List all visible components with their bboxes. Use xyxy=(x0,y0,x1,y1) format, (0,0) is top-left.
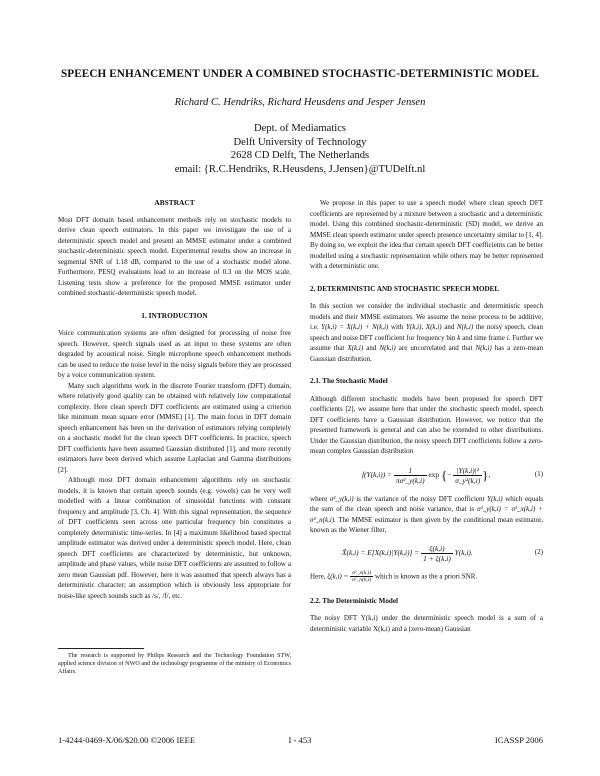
equation-2 xyxy=(310,539,543,566)
eq1-label: (1) xyxy=(534,469,543,478)
s2-text-b: with xyxy=(390,323,404,331)
affiliation-dept: Dept. of Mediamatics xyxy=(253,123,347,134)
p3-fraction-den: σ²_n(k,i) xyxy=(352,577,372,583)
s2-var-n-2: N(k,i) xyxy=(379,344,396,352)
eq1-inner-denominator: σ_y²(k,i) xyxy=(455,475,481,485)
p3-fraction xyxy=(350,570,373,584)
eq2-label: (2) xyxy=(534,547,543,556)
s2-var-n-3: N(k,i) xyxy=(475,344,492,352)
affiliation-university: Delft University of Technology xyxy=(233,136,367,148)
subsection-2-1-paragraph-2 xyxy=(310,494,543,536)
s2-var-k: k xyxy=(457,333,461,342)
s2-var-i: i xyxy=(506,333,509,342)
s2-var-n: N(k,i) xyxy=(456,323,474,331)
eq2-lhs: X̂(k,i) = E[X(k,i)|Y(k,i)] = xyxy=(342,547,420,557)
s2-eq-additive: Y(k,i) = X(k,i) + N(k,i) xyxy=(321,323,389,331)
left-column xyxy=(58,198,291,601)
s2-var-x: X(k,i) xyxy=(425,323,442,331)
right-intro-paragraph: We propose in this paper to use a speech model where clean speech DFT coefficients are represented by a mixture between a stochastic and a deterministic model. Using this combined stochastic-deterministic (SD) model, we derive an MMSE clean speech estimator under speech presence uncertainty similar to [1, 4]. By doing so, we exploit the idea that certain speech DFT coefficients can be better modelled using a stochastic representation while others may be better represented with a deterministic one. xyxy=(310,199,543,270)
introduction-heading: 1. INTRODUCTION xyxy=(141,310,208,320)
eq2-numerator: ξ(k,i) xyxy=(421,544,453,554)
p3-c: which is known as the a priori SNR. xyxy=(375,572,478,581)
footer-conference: ICASSP 2006 xyxy=(494,735,543,745)
right-column xyxy=(310,198,543,634)
eq1-denominator: πσ²_y(k,i) xyxy=(395,475,425,485)
footnote-text: The research is supported by Philips Research and the Technology Foundation STW, applied science division of NWO and the technology programme of the ministry of Economics Affairs. xyxy=(58,653,291,676)
section-2-paragraph xyxy=(310,301,543,364)
p3-fraction-num: σ²_x(k,i) xyxy=(350,570,373,578)
s2-text-f: are uncorrelated and that xyxy=(398,344,473,352)
eq1-exp: exp xyxy=(428,469,440,479)
s2-text-e: . Further we assume that xyxy=(310,333,544,352)
subsection-2-1-heading: 2.1. The Stochastic Model xyxy=(310,377,388,385)
p2-e: which equals the sum of the clean speech and noise variance, that is xyxy=(310,494,544,513)
abstract-heading: ABSTRACT xyxy=(154,198,195,207)
s2-text-a: In this section we consider the individual stochastic and deterministic speech models and their MMSE estimators. We assume the noise process to be additive, i.e. xyxy=(310,302,543,331)
affiliation-email: email: {R.C.Hendriks, R.Heusdens, J.Jensen}@TUDelft.nl xyxy=(174,164,426,176)
subsection-2-2-paragraph: The noisy DFT Y(k,i) under the deterministic speech model is a sum of a deterministic variable X(k,i) and a (zero-mean) Gaussian xyxy=(310,614,543,633)
intro-paragraph-1: Voice communication systems are often designed for processing of noise free speech. However, speech signals used as an input to these systems are often degraded by acoustical noise. Single microphone speech enhancement methods can be used to reduce the noise level in the noisy signals before they are processed by a voice communication system. xyxy=(58,329,291,379)
eq1-numerator: 1 xyxy=(394,466,427,476)
p2-d: Y(k,i) xyxy=(487,494,503,503)
s2-var-x-2: X(k,i) xyxy=(347,344,364,352)
eq1-lhs: f(Y(k,i)) = xyxy=(362,469,393,479)
subsection-2-2-heading: 2.2. The Deterministic Model xyxy=(310,596,398,605)
s2-text-c: the noisy speech, clean speech and noise DFT coefficient for frequency bin xyxy=(310,323,544,342)
s2-and-2: and xyxy=(366,344,377,352)
eq2-fraction xyxy=(421,544,453,563)
affiliation-block xyxy=(0,122,600,177)
p3-a: Here, xyxy=(310,572,326,581)
eq1-inner-numerator: |Y(k,i)|² xyxy=(453,466,482,476)
footer-page-number: I - 453 xyxy=(288,735,312,745)
p2-c: is the variance of the noisy DFT coefficient xyxy=(356,494,485,503)
p3-b: ξ(k,i) = xyxy=(327,572,349,581)
eq2-tail: Y(k,i). xyxy=(454,547,473,557)
footnote-rule xyxy=(58,648,144,649)
s2-text-g: has a zero-mean Gaussian distribution. xyxy=(310,344,544,363)
footnote xyxy=(58,652,291,677)
p2-b: σ²_y(k,i) xyxy=(329,494,354,503)
equation-1: f(Y(k,i)) = $\frac{1}{\text{πσ²\_y(k,i)}}$ exp {− $\frac{\text{|Y(k,i)|²}}{\text{σ\_y²(k,i)}}$ }, (1) xyxy=(362,465,543,485)
paper-title: SPEECH ENHANCEMENT UNDER A COMBINED STOCHASTIC-DETERMINISTIC MODEL xyxy=(60,68,539,80)
subsection-2-1-paragraph-3 xyxy=(310,570,543,584)
footer-copyright: 1-4244-0469-X/06/$20.00 ©2006 IEEE xyxy=(58,735,196,745)
p2-g: The MMSE estimator is then given by the conditional mean estimator, known as the Wiener filter, xyxy=(310,515,543,534)
affiliation-address: 2628 CD Delft, The Netherlands xyxy=(230,150,370,162)
eq2-denominator: 1 + ξ(k,i) xyxy=(423,553,451,563)
s2-var-y: Y(k,i), xyxy=(406,323,424,331)
intro-paragraph-2: Many such algorithms work in the discrete Fourier transform (DFT) domain, where relatively good quality can be obtained with relatively low computational complexity. Here clean speech DFT coefficients are estimated using a criterion like minimum mean square error (MMSE) [1]. The main focus in DFT domain speech enhancement has been on the derivation of estimators relying completely on a stochastic model for the clean speech DFT coefficients. In practice, speech DFT coefficients have been assumed Gaussian distributed [1], and more recently estimators have been derived which assume Laplacian and Gamma distributions [2]. xyxy=(58,381,291,474)
p2-a: where xyxy=(310,494,328,503)
s2-and-1: and xyxy=(444,323,455,331)
eq1-fraction xyxy=(394,466,427,485)
section-2-heading: 2. DETERMINISTIC AND STOCHASTIC SPEECH MODEL xyxy=(310,284,500,293)
subsection-2-1-paragraph-1: Although different stochastic models have been proposed for speech DFT coefficients [2], we assume here that under the stochastic speech model, speech DFT coefficients have a Gaussian distribution. However, we notice that the presented framework is general and can also be extended to other distributions. Under the Gaussian distribution, the noisy speech DFT coefficients follow a zero-mean complex Gaussian distribution xyxy=(310,394,543,455)
p2-f: σ²_y(k,i) = σ²_x(k,i) + σ²_n(k,i). xyxy=(310,505,543,524)
eq1-inner-fraction xyxy=(453,466,482,485)
s2-text-d: and time frame xyxy=(462,333,505,342)
abstract-text: Most DFT domain based enhancement methods rely on stochastic models to derive clean speech estimators. In this paper we investigate the use of a deterministic speech model and present an MMSE estimator under a combined stochastic-deterministic speech model. Experimental results show an increase in segmental SNR of 1.18 dB, compared to the use of a stochastic model alone. Furthermore, PESQ evaluations lead to an increase of 0.3 on the MOS scale. Listening tests show a preference for the proposed MMSE estimator under combined stochastic-deterministic speech model. xyxy=(58,215,291,297)
intro-paragraph-3: Although most DFT domain enhancement algorithms rely on stochastic models, it is known that certain speech sounds (e.g. vowels) can be very well modelled with a linear combination of sinusoidal functions with constant frequency and amplitude [3, Ch. 4]. With this signal representation, the sequence of DFT coefficients seen across one particular frequency bin constitutes a completely deterministic time-series. In [4] a maximum likelihood based spectral amplitude estimator was derived under a deterministic speech model. Here, clean speech DFT coefficients are characterized by deterministic, but unknown, amplitude and phase values, while noise DFT coefficients are assumed to follow a zero mean Gaussian pdf. However, here it was assumed that speech always has a deterministic character; an assumption which is obviously less appropriate for noise-like speech sounds such as /s/, /f/, etc. xyxy=(58,476,291,600)
author-list: Richard C. Hendriks, Richard Heusdens and Jesper Jensen xyxy=(174,97,426,108)
